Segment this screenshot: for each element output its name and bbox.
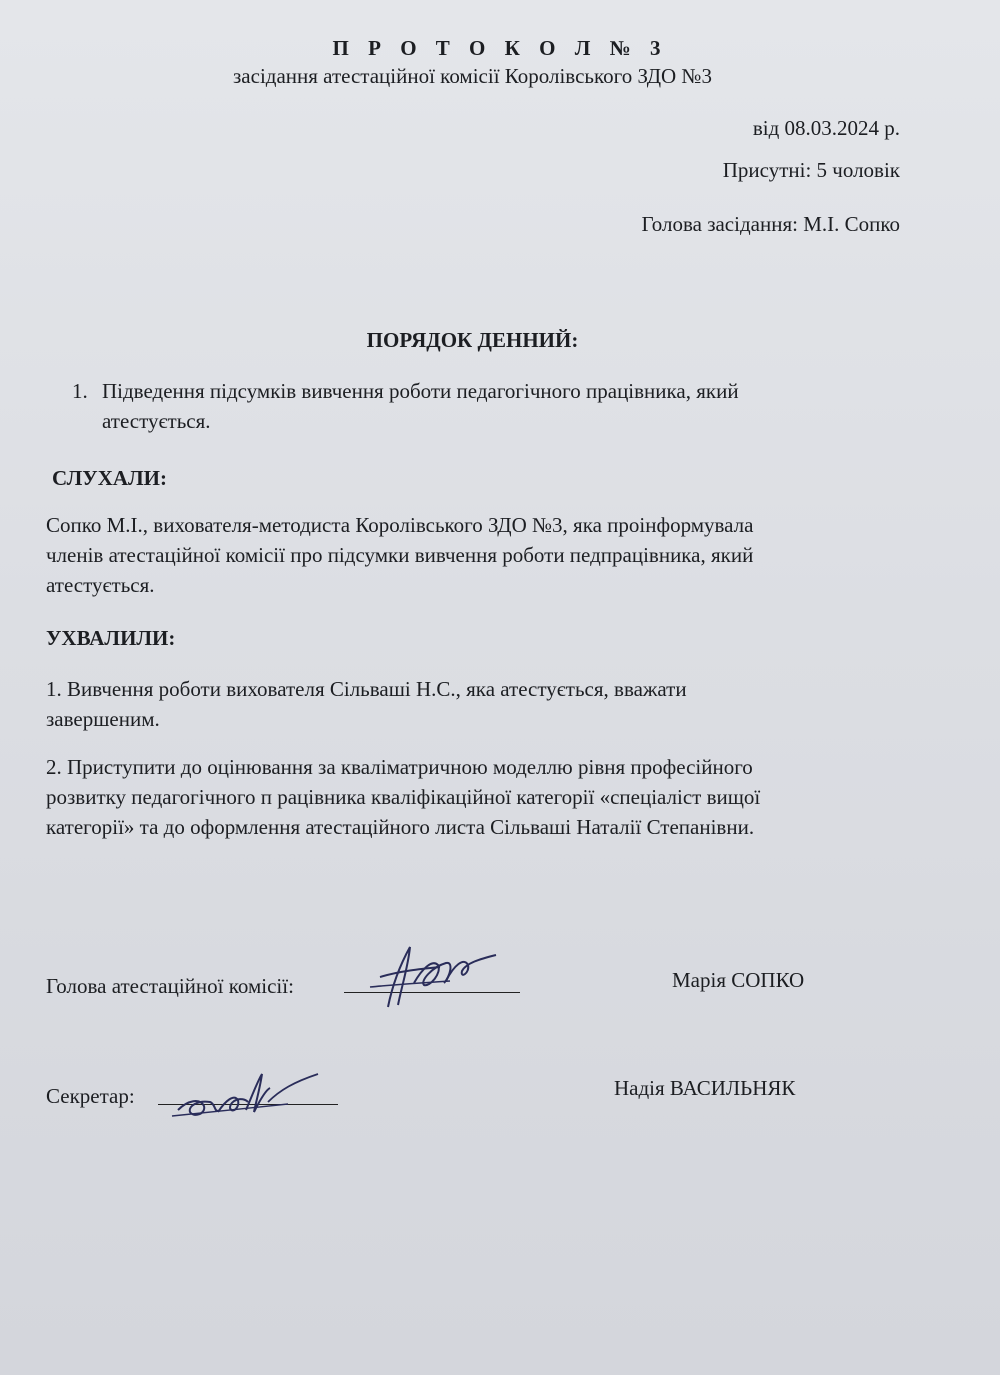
heard-heading: СЛУХАЛИ: <box>52 466 168 490</box>
attendance-count: Присутні: 5 чоловік <box>722 158 900 182</box>
document-title: П Р О Т О К О Л № 3 <box>332 36 668 60</box>
agenda-heading: ПОРЯДОК ДЕННИЙ: <box>366 328 579 352</box>
chair-signature-label: Голова атестаційної комісії: <box>46 974 294 998</box>
resolved-item-1: 1. Вивчення роботи вихователя Сільваші Н.С., яка атестується, вважати завершеним. <box>46 677 687 731</box>
heard-text: Сопко М.І., вихователя-методиста Королівського ЗДО №3, яка проінформувала членів атестаційної комісії про підсумки вивчення роботи педпрацівника, який атестується. <box>46 513 754 597</box>
document-subtitle: засідання атестаційної комісії Королівського ЗДО №3 <box>233 64 712 88</box>
agenda-item-number: 1. <box>72 379 88 403</box>
resolved-item-2: 2. Приступити до оцінювання за кваліматричною моделлю рівня професійного розвитку педагогічного п рацівника кваліфікаційної категорії «спеціаліст вищої категорії» та до оформлення атестаційного листа Сільваші Наталії Степанівни. <box>46 755 761 839</box>
chair-signature <box>350 935 500 1015</box>
chair-name: Марія СОПКО <box>672 968 805 992</box>
secretary-signature <box>168 1060 328 1130</box>
agenda-item-text: Підведення підсумків вивчення роботи педагогічного працівника, який атестується. <box>102 379 739 433</box>
meeting-chair: Голова засідання: М.І. Сопко <box>641 212 900 236</box>
secretary-signature-label: Секретар: <box>46 1084 135 1108</box>
secretary-name: Надія ВАСИЛЬНЯК <box>614 1076 796 1100</box>
meeting-date: від 08.03.2024 р. <box>752 116 900 140</box>
resolved-heading: УХВАЛИЛИ: <box>46 626 176 650</box>
